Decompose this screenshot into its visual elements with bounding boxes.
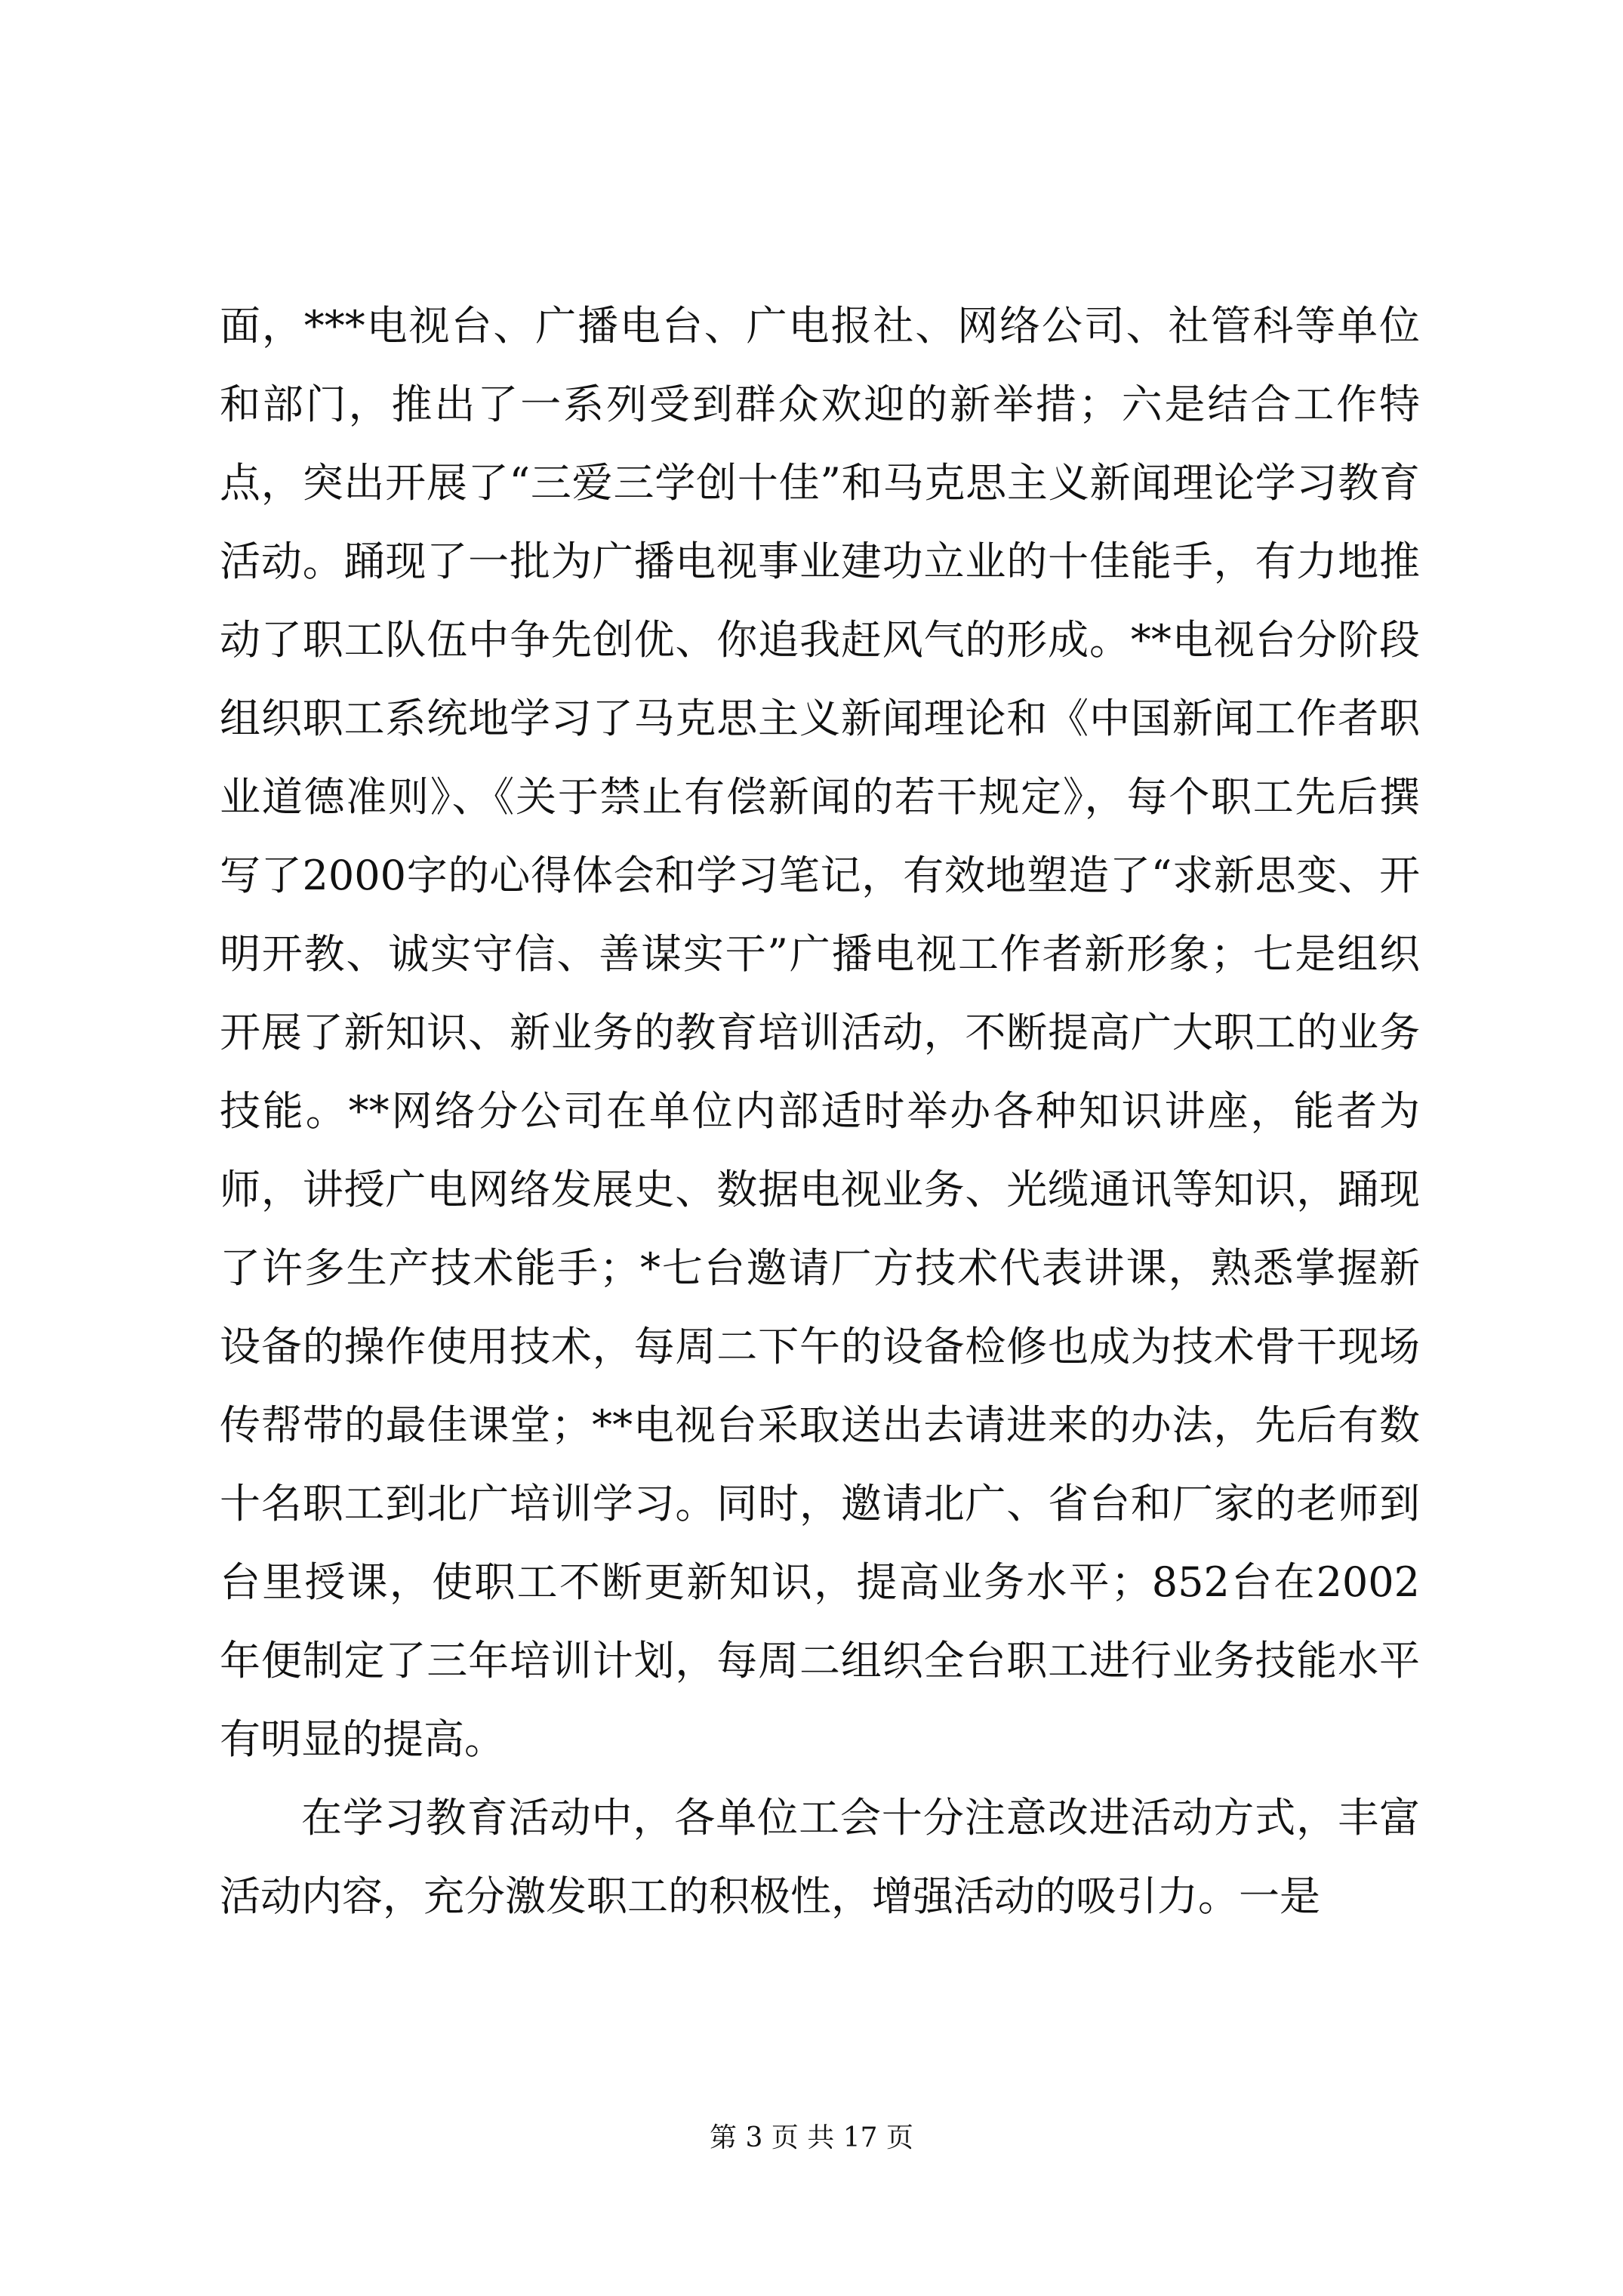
body-paragraph-2: 在学习教育活动中，各单位工会十分注意改进活动方式，丰富活动内容，充分激发职工的积极性，增强活动的吸引力。一是	[220, 1794, 1420, 1920]
body-paragraph-1: 面，***电视台、广播电台、广电报社、网络公司、社管科等单位和部门，推出了一系列受到群众欢迎的新举措；六是结合工作特点，突出开展了“三爱三学创十佳”和马克思主义新闻理论学习教育活动。踊现了一批为广播电视事业建功立业的十佳能手，有力地推动了职工队伍中争先创优、你追我赶风气的形成。**电视台分阶段组织职工系统地学习了马克思主义新闻理论和《中国新闻工作者职业道德准则》、《关于禁止有偿新闻的若干规定》，每个职工先后撰写了2000字的心得体会和学习笔记，有效地塑造了“求新思变、开明开教、诚实守信、善谋实干”广播电视工作者新形象；七是组织开展了新知识、新业务的教育培训活动，不断提高广大职工的业务技能。**网络分公司在单位内部适时举办各种知识讲座，能者为师，讲授广电网络发展史、数据电视业务、光缆通讯等知识，踊现了许多生产技术能手；*七台邀请厂方技术代表讲课，熟悉掌握新设备的操作使用技术，每周二下午的设备检修也成为技术骨干现场传帮带的最佳课堂；**电视台采取送出去请进来的办法，先后有数十名职工到北广培训学习。同时，邀请北广、省台和厂家的老师到台里授课，使职工不断更新知识，提高业务水平；852台在2002年便制定了三年培训计划，每周二组织全台职工进行业务技能水平有明显的提高。	[220, 302, 1420, 1763]
page-number-footer: 第 3 页 共 17 页	[710, 2122, 913, 2153]
document-body	[220, 287, 1420, 1936]
